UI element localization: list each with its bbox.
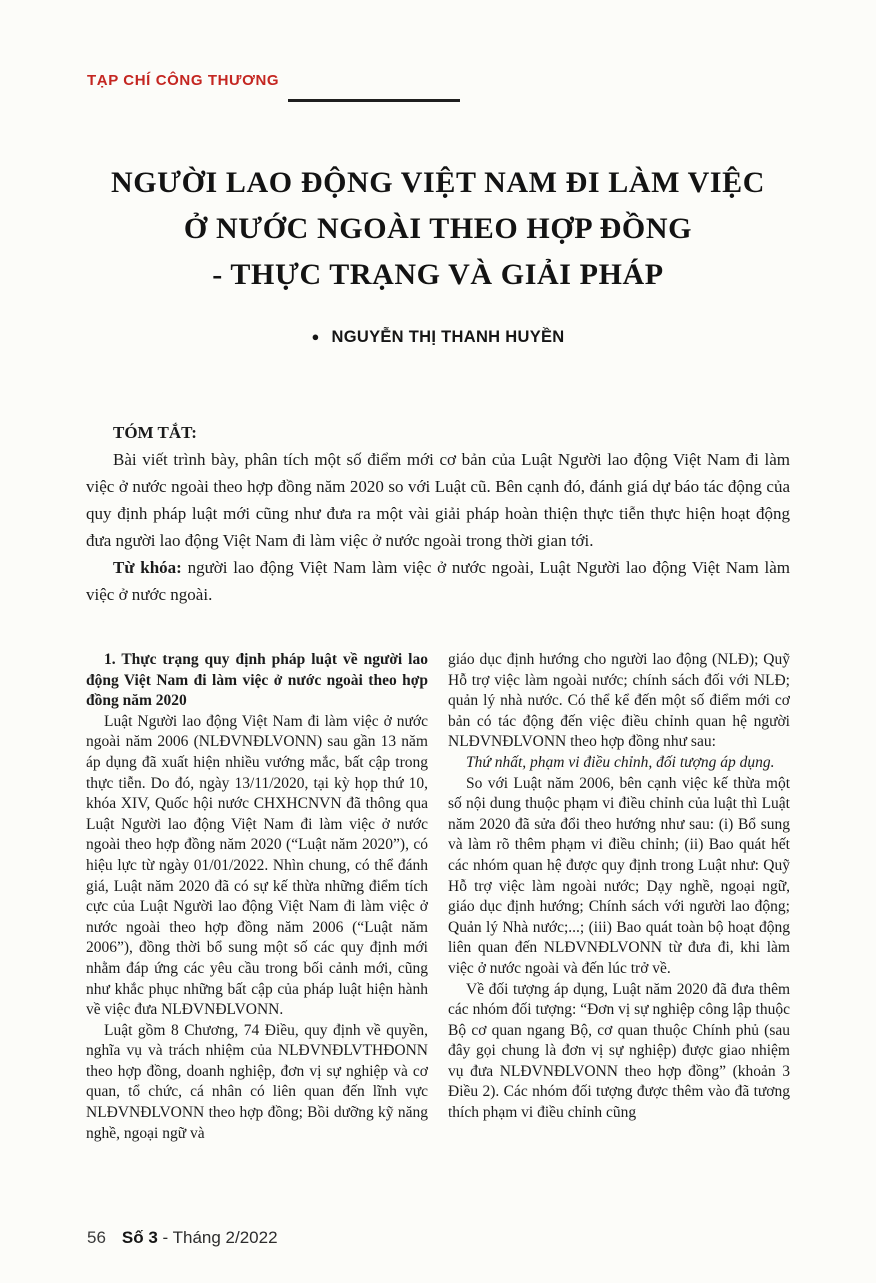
page-number: 56 [87,1228,106,1247]
author-bullet-icon: ● [311,329,320,344]
body-paragraph: Luật Người lao động Việt Nam đi làm việc ở nước ngoài năm 2006 (NLĐVNĐLVONN) sau gần 13 năm áp dụng đã xuất hiện nhiều vướng mắc, bất cập trong thực tiễn. Do đó, ngày 13/11/2020, tại kỳ họp thứ 10, khóa XIV, Quốc hội nước CHXHCNVN đã thông qua Luật Người lao động Việt Nam đi làm việc ở nước ngoài theo hợp đồng năm 2020 (“Luật năm 2020”), có hiệu lực từ ngày 01/01/2022. Nhìn chung, có thể đánh giá, Luật năm 2020 đã có sự kế thừa những điểm tích cực của Luật Người lao động Việt Nam đi làm việc ở nước ngoài theo hợp đồng năm 2006 (“Luật năm 2006”), đồng thời bổ sung một số các quy định mới nhằm đáp ứng các yêu cầu trong bối cảnh mới, cũng như khắc phục những bất cập của pháp luật hiện hành về việc đưa NLĐVNĐLVONN. [86,712,428,1019]
keywords-paragraph [86,554,790,608]
page-content [0,160,876,1198]
subheading-italic: Thứ nhất, phạm vi điều chỉnh, đối tượng áp dụng. [466,753,775,771]
header-rule [288,99,460,102]
body-paragraph: So với Luật năm 2006, bên cạnh việc kế thừa một số nội dung thuộc phạm vi điều chỉnh của luật thì Luật năm 2020 đã sửa đổi theo hướng như sau: (i) Bổ sung và làm rõ thêm phạm vi điều chỉnh; (ii) Bao quát hết các nhóm quan hệ được quy định trong Luật như: Quỹ Hỗ trợ việc làm ngoài nước; Dạy nghề, ngoại ngữ, giáo dục định hướng; Chính sách với người lao động; Quản lý Nhà nước;...; (iii) Bao quát toàn bộ hoạt động liên quan đến NLĐVNĐLVONN từ đưa đi, khi làm việc ở nước ngoài và đến lúc trở về. [448,774,790,977]
title-line-2: Ở NƯỚC NGOÀI THEO HỢP ĐỒNG [183,212,693,245]
title-line-1: NGƯỜI LAO ĐỘNG VIỆT NAM ĐI LÀM VIỆC [110,166,766,199]
author-name: NGUYỄN THỊ THANH HUYỀN [331,328,565,346]
keywords-text: người lao động Việt Nam làm việc ở nước ngoài, Luật Người lao động Việt Nam làm việc ở nước ngoài. [86,558,790,604]
article-title [86,160,790,298]
body-paragraph: Về đối tượng áp dụng, Luật năm 2020 đã đưa thêm các nhóm đối tượng: “Đơn vị sự nghiệp công lập thuộc Bộ cơ quan ngang Bộ, cơ quan thuộc Chính phủ (sau đây gọi chung là đơn vị sự nghiệp) được giao nhiệm vụ đưa NLĐVNĐLVONN theo hợp đồng” (khoản 3 Điều 2). Các nhóm đối tượng được thêm vào đã tương thích phạm vi điều chỉnh cũng [448,980,790,1122]
abstract-section [86,419,790,608]
body-paragraph-continuation: giáo dục định hướng cho người lao động (NLĐ); Quỹ Hỗ trợ việc làm ngoài nước; chính sách đối với NLĐ; quản lý nhà nước. Có thể kể đến một số điểm mới cơ bản có tác động đến việc điều chỉnh quan hệ người NLĐVNĐLVONN theo hợp đồng như sau: [448,651,790,751]
journal-name: TẠP CHÍ CÔNG THƯƠNG [87,72,280,89]
issue-number: Số 3 [121,1228,158,1247]
keywords-label: Từ khóa: [113,558,182,577]
issue-info [122,1228,278,1247]
abstract-body: Bài viết trình bày, phân tích một số điểm mới cơ bản của Luật Người lao động Việt Nam đi làm việc ở nước ngoài theo hợp đồng năm 2020 so với Luật cũ. Bên cạnh đó, đánh giá dự báo tác động của quy định pháp luật mới cũng như đưa ra một vài giải pháp hoàn thiện thực tiễn thực hiện hoạt động đưa người lao động Việt Nam đi làm việc ở nước ngoài trong thời gian tới. [86,450,790,550]
left-column [86,650,428,1198]
section-heading: 1. Thực trạng quy định pháp luật về người lao động Việt Nam đi làm việc ở nước ngoài theo hợp đồng năm 2020 [86,651,428,710]
author-line [86,328,790,347]
title-line-3: - THỰC TRẠNG VÀ GIẢI PHÁP [212,258,664,291]
body-paragraph: Luật gồm 8 Chương, 74 Điều, quy định về quyền, nghĩa vụ và trách nhiệm của NLĐVNĐLVTHĐONN theo hợp đồng, doanh nghiệp, đơn vị sự nghiệp và cơ quan, tổ chức, cá nhân có liên quan đến lĩnh vực NLĐVNĐLVONN theo hợp đồng; Bồi dưỡng kỹ năng nghề, ngoại ngữ và [86,1021,428,1142]
right-column [448,650,790,1198]
article-body [86,650,790,1198]
abstract-heading: TÓM TẮT: [113,423,197,442]
page-footer [87,1228,278,1248]
issue-date: - Tháng 2/2022 [157,1228,278,1247]
